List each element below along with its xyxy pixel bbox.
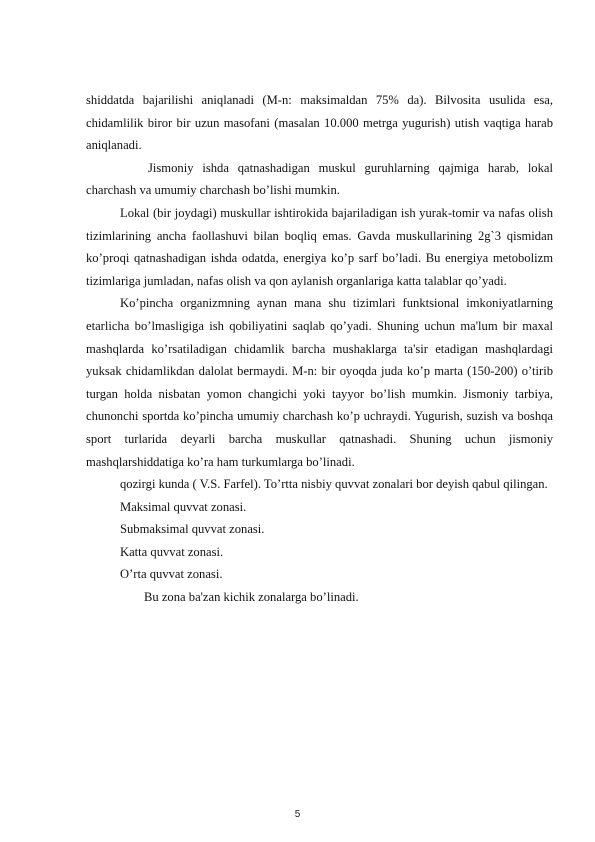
list-item: Maksimal quvvat zonasi. bbox=[120, 499, 247, 514]
list-item: Submaksimal quvvat zonasi. bbox=[120, 522, 265, 537]
list-item: O’rta quvvat zonasi. bbox=[120, 567, 223, 582]
closing-line: Bu zona ba'zan kichik zonalarga bo’linadi. bbox=[144, 590, 359, 605]
paragraph-lokal-muskullar: Lokal (bir joydagi) muskullar ishtirokida bajariladigan ish yurak-tomir va nafas olish tizimlarining ancha faollashuvi bilan boqliq emas. Gavda muskullarining 2g`3 qismidan ko’proqi qatnashadigan ishda odatda, energiya ko’p sarf bo’ladi. Bu energiya metobolizm tizimlariga jumladan, nafas olish va qon aylanish organlariga katta talablar qo’yadi. bbox=[86, 205, 553, 288]
page-number: 5 bbox=[294, 809, 301, 820]
paragraph-charchash-types: Jismoniy ishda qatnashadigan muskul guruhlarning qajmiga harab, lokal charchash va umumiy charchash bo’lishi mumkin. bbox=[86, 160, 553, 198]
body-text bbox=[86, 89, 553, 609]
list-item: Katta quvvat zonasi. bbox=[120, 544, 224, 559]
paragraph-continuation: shiddatda bajarilishi aniqlanadi (M-n: maksimaldan 75% da). Bilvosita usulida esa, chidamlilik biror bir uzun masofani (masalan 10.000 metrga yugurish) utish vaqtiga harab aniqlanadi. bbox=[86, 93, 553, 153]
paragraph-tizimlar: Ko’pincha organizmning aynan mana shu tizimlari funktsional imkoniyatlarning etarlicha bo’lmasligiga ish qobiliyatini saqlab qo’yadi. Shuning uchun ma'lum bir maxal mashqlarda ko’rsatiladigan chidamlik barcha mushaklarga ta'sir etadigan mashqlardagi yuksak chidamlikdan dalolat bermaydi. M-n: bir oyoqda juda ko’p marta (150-200) o’tirib turgan holda nisbatan yomon changichi yoki tayyor bo’lish mumkin. Jismoniy tarbiya, chunonchi sportda ko’pincha umumiy charchash ko’p uchraydi. Yugurish, suzish va boshqa sport turlarida deyarli barcha muskullar qatnashadi. Shuning uchun jismoniy mashqlarshiddatiga ko’ra ham turkumlarga bo’linadi. bbox=[86, 296, 553, 469]
paragraph-quvvat-zonalari: qozirgi kunda ( V.S. Farfel). To’rtta nisbiy quvvat zonalari bor deyish qabul qilingan. bbox=[120, 477, 548, 492]
